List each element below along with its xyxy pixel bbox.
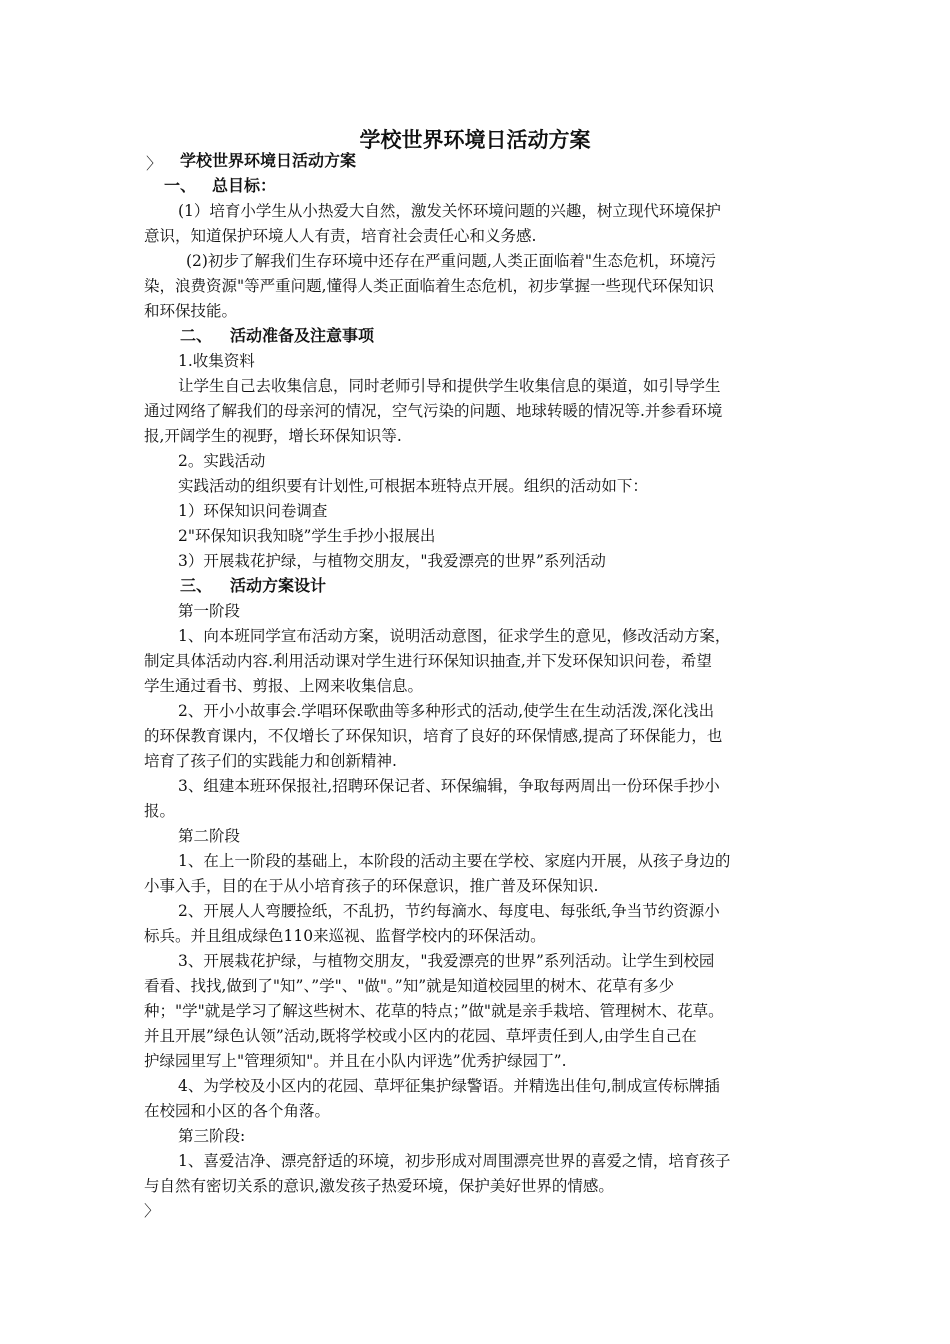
paragraph-line: 让学生自己去收集信息，同时老师引导和提供学生收集信息的渠道，如引导学生 (178, 377, 721, 395)
paragraph-line: 看看、找找,做到了"知”、”学"、"做"。”知”就是知道校园里的树木、花草有多少 (144, 977, 675, 995)
section-label: 2。实践活动 (178, 452, 266, 470)
paragraph-line: 与自然有密切关系的意识,激发孩子热爱环境，保护美好世界的情感。 (144, 1177, 614, 1195)
paragraph-line: 2、开小小故事会.学唱环保歌曲等多种形式的活动,使学生在生动活泼,深化浅出 (178, 702, 715, 720)
list-item: 2"环保知识我知晓”学生手抄小报展出 (178, 527, 436, 545)
paragraph-line: 染，浪费资源"等严重问题,懂得人类正面临着生态危机，初步掌握一些现代环保知识 (144, 277, 715, 295)
paragraph-line: 1、喜爱洁净、漂亮舒适的环境，初步形成对周围漂亮世界的喜爱之情，培育孩子 (178, 1152, 731, 1170)
stage-label: 第一阶段 (178, 602, 241, 620)
paragraph-line: 学生通过看书、剪报、上网来收集信息。 (144, 677, 424, 695)
paragraph-line: 报,开阔学生的视野，增长环保知识等. (144, 427, 402, 445)
paragraph-line: 标兵。并且组成绿色110来巡视、监督学校内的环保活动。 (144, 927, 546, 945)
paragraph-line: 培育了孩子们的实践能力和创新精神. (144, 752, 397, 770)
section-label: 1.收集资料 (178, 352, 255, 370)
paragraph-line: 3、组建本班环保报社,招聘环保记者、环保编辑，争取每两周出一份环保手抄小 (178, 777, 720, 795)
paragraph-line: 1、在上一阶段的基础上，本阶段的活动主要在学校、家庭内开展，从孩子身边的 (178, 852, 731, 870)
paragraph-line: (1）培育小学生从小热爱大自然，激发关怀环境问题的兴趣，树立现代环境保护 (178, 202, 721, 220)
paragraph-line: 2、开展人人弯腰捡纸，不乱扔，节约每滴水、每度电、每张纸,争当节约资源小 (178, 902, 720, 920)
paragraph-line: (2)初步了解我们生存环境中还存在严重问题,人类正面临着"生态危机，环境污 (186, 252, 717, 270)
paragraph-line: 小事入手，目的在于从小培育孩子的环保意识，推广普及环保知识. (144, 877, 599, 895)
list-item: 3）开展栽花护绿，与植物交朋友，"我爱漂亮的世界”系列活动 (178, 552, 606, 570)
paragraph-line: 通过网络了解我们的母亲河的情况，空气污染的问题、地球转暖的情况等.并参看环境 (144, 402, 723, 420)
stage-label: 第二阶段 (178, 827, 241, 845)
heading-1: 总目标： (212, 176, 277, 195)
paragraph-line: 4、为学校及小区内的花园、草坪征集护绿警语。并精选出佳句,制成宣传标牌插 (178, 1077, 720, 1095)
paragraph-line: 并且开展”绿色认领”活动,既将学校或小区内的花园、草坪责任到人,由学生自己在 (144, 1027, 697, 1045)
list-item: 1）环保知识问卷调查 (178, 502, 328, 520)
heading-2: 活动准备及注意事项 (230, 326, 375, 345)
paragraph-line: 1、向本班同学宣布活动方案，说明活动意图，征求学生的意见，修改活动方案， (178, 627, 731, 645)
heading-1-number: 一、 (164, 176, 197, 195)
heading-3-number: 三、 (180, 576, 213, 595)
paragraph-line: 的环保教育课内，不仅增长了环保知识，培育了良好的环保情感,提高了环保能力，也 (144, 727, 723, 745)
heading-3: 活动方案设计 (230, 576, 327, 595)
page-title: 学校世界环境日活动方案 (359, 128, 591, 152)
paragraph-line: 报。 (144, 802, 176, 820)
paragraph-line: 制定具体活动内容.利用活动课对学生进行环保知识抽查,并下发环保知识问卷，希望 (144, 652, 712, 670)
stage-label: 第三阶段: (178, 1127, 246, 1145)
heading-2-number: 二、 (180, 326, 213, 345)
paragraph-line: 意识，知道保护环境人人有责，培育社会责任心和义务感. (144, 227, 537, 245)
chevron-right-icon: 〉 (146, 154, 163, 173)
paragraph-line: 实践活动的组织要有计划性,可根据本班特点开展。组织的活动如下： (178, 477, 648, 495)
paragraph-line: 在校园和小区的各个角落。 (144, 1102, 331, 1120)
paragraph-line: 3、开展栽花护绿，与植物交朋友，"我爱漂亮的世界”系列活动。让学生到校园 (178, 952, 715, 970)
paragraph-line: 种；"学"就是学习了解这些树木、花草的特点；”做"就是亲手栽培、管理树木、花草。 (144, 1002, 724, 1020)
paragraph-line: 和环保技能。 (144, 302, 238, 320)
paragraph-line: 护绿园里写上"管理须知"。并且在小队内评选”优秀护绿园丁”. (144, 1052, 567, 1070)
subtitle: 学校世界环境日活动方案 (180, 151, 357, 170)
end-marker-icon: 〉 (144, 1202, 160, 1220)
